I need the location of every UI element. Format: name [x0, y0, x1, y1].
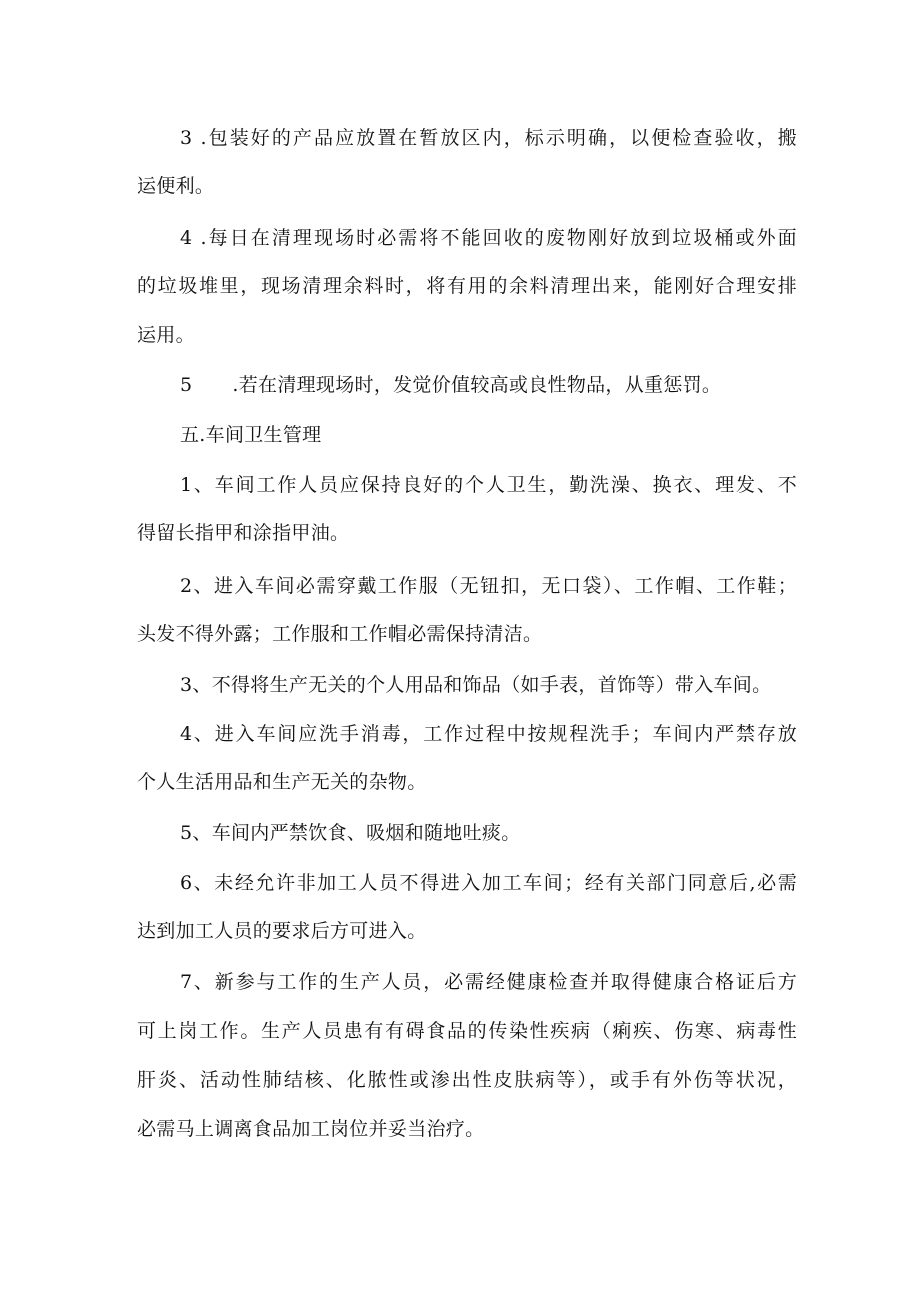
paragraph-5-line — [180, 373, 840, 397]
hygiene-item-7-line-2: 可上岗工作。生产人员患有有碍食品的传染性疾病（痢疾、伤寒、病毒性 — [137, 1020, 797, 1042]
hygiene-item-7-line-1: 7、新参与工作的生产人员，必需经健康检查并取得健康合格证后方 — [180, 971, 797, 993]
hygiene-item-4-line-2: 个人生活用品和生产无关的杂物。 — [137, 771, 427, 793]
hygiene-item-2-line-2: 头发不得外露；工作服和工作帽必需保持清洁。 — [137, 623, 543, 645]
hygiene-item-3-line: 3、不得将生产无关的个人用品和饰品（如手表，首饰等）带入车间。 — [180, 674, 772, 696]
hygiene-item-5-line: 5、车间内严禁饮食、吸烟和随地吐痰。 — [180, 822, 521, 844]
paragraph-3-line-2: 运便利。 — [137, 175, 215, 197]
section-5-heading: 五.车间卫生管理 — [180, 424, 322, 446]
hygiene-item-7-line-4: 必需马上调离食品加工岗位并妥当治疗。 — [137, 1118, 485, 1140]
paragraph-4-line-1: 4 .每日在清理现场时必需将不能回收的废物刚好放到垃圾桶或外面 — [180, 227, 797, 249]
hygiene-item-2-line-1: 2、进入车间必需穿戴工作服（无钮扣，无口袋）、工作帽、工作鞋； — [180, 575, 797, 597]
paragraph-5-text: .若在清理现场时，发觉价值较高或良性物品，从重惩罚。 — [232, 374, 722, 396]
hygiene-item-1-line-2: 得留长指甲和涂指甲油。 — [137, 522, 350, 544]
paragraph-5-number: 5 — [180, 374, 193, 396]
hygiene-item-4-line-1: 4、进入车间应洗手消毒，工作过程中按规程洗手；车间内严禁存放 — [180, 723, 797, 745]
paragraph-4-line-2: 的垃圾堆里，现场清理余料时，将有用的余料清理出来，能刚好合理安排 — [137, 275, 797, 297]
hygiene-item-1-line-1: 1、车间工作人员应保持良好的个人卫生，勤洗澡、换衣、理发、不 — [180, 474, 797, 496]
hygiene-item-6-line-1: 6、未经允许非加工人员不得进入加工车间；经有关部门同意后,必需 — [180, 872, 797, 894]
hygiene-item-7-line-3: 肝炎、活动性肺结核、化脓性或渗出性皮肤病等），或手有外伤等状况， — [137, 1069, 797, 1091]
paragraph-4-line-3: 运用。 — [137, 324, 195, 346]
paragraph-3-line-1: 3 .包装好的产品应放置在暂放区内，标示明确，以便检查验收，搬 — [180, 127, 797, 149]
hygiene-item-6-line-2: 达到加工人员的要求后方可进入。 — [137, 920, 427, 942]
